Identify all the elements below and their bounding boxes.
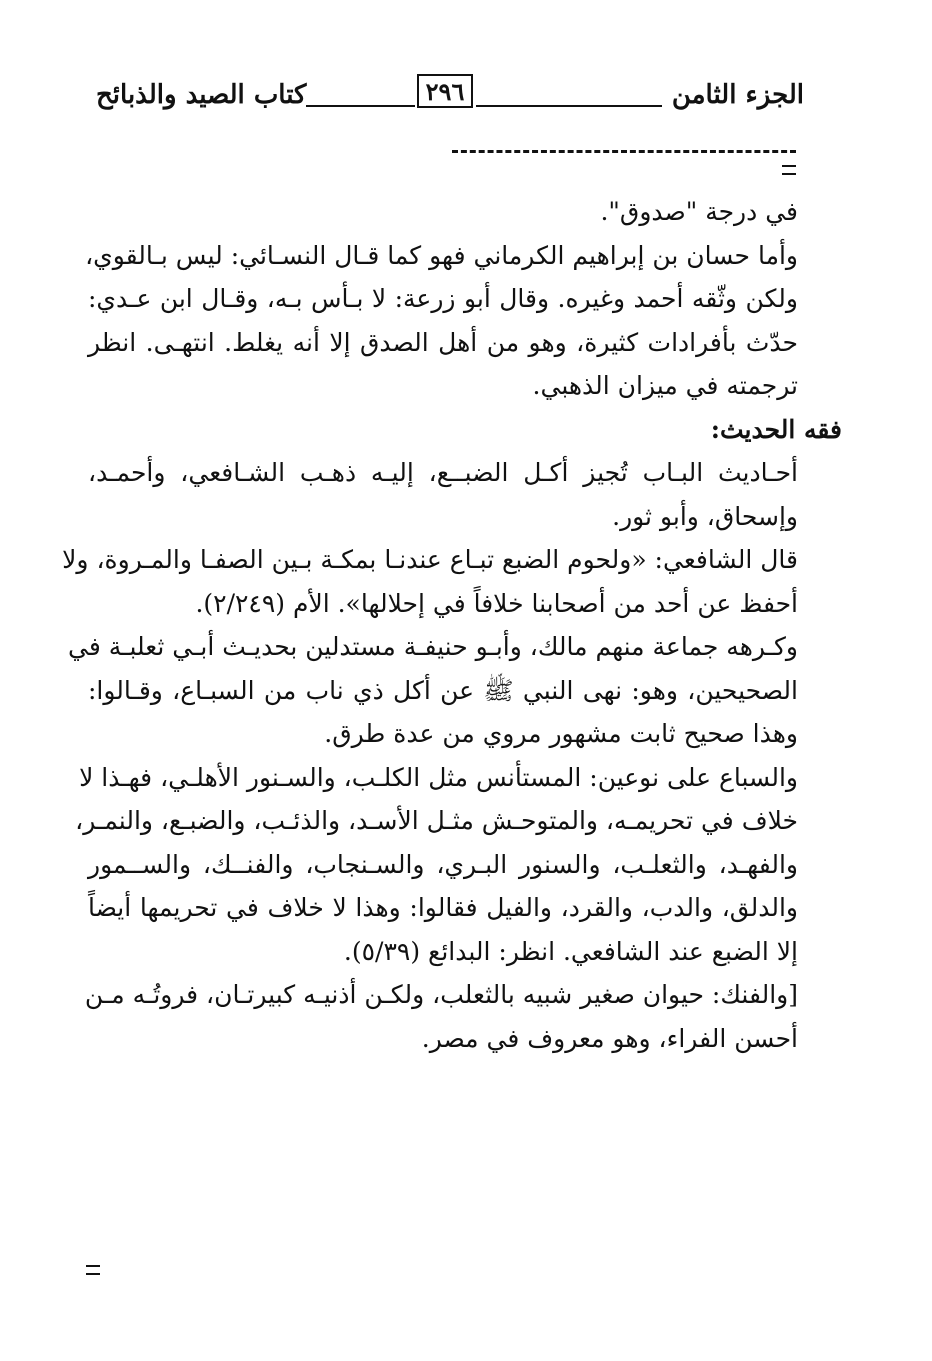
body-line: ولكن وثّقه أحمد وغيره. وقال أبو زرعة: لا بـأس بـه، وقـال ابن عـدي: <box>88 284 798 313</box>
section-heading: فقه الحديث: <box>710 414 842 444</box>
header-dashed-divider <box>452 150 796 153</box>
body-line: والسباع على نوعين: المستأنس مثل الكلـب، والسـنور الأهلـي، فهـذا لا <box>79 762 798 792</box>
body-line: وكـرهه جماعة منهم مالك، وأبـو حنيفـة مستدلين بحديـث أبـي ثعلبـة في <box>67 632 798 661</box>
body-line: وأما حسان بن إبراهيم الكرماني فهو كما قـال النسـائي: ليس بـالقوي، <box>85 240 798 270</box>
body-line: [والفنك: حيوان صغير شبيه بالثعلب، ولكـن أذنيـه كبيرتـان، فروتُـه مـن <box>84 980 798 1009</box>
body-line: والدلق، والدب، والقرد، والفيل فقالوا: وهذا لا خلاف في تحريمها أيضاً <box>88 893 798 922</box>
body-line: والفهـد، والثعلـب، والسنور البـري، والسـنجاب، والفنــك، والســمور <box>88 849 798 879</box>
top-equals-mark <box>782 165 796 175</box>
body-line: أحفظ عن أحد من أصحابنا خلافاً في إحلالها». الأم (٢/٢٤٩). <box>195 588 798 618</box>
body-line: وإسحاق، وأبو ثور. <box>612 501 798 531</box>
page-header <box>96 72 804 122</box>
page-body <box>62 190 842 1060</box>
bottom-equals-mark <box>86 1265 100 1275</box>
body-line: حدّث بأفرادات كثيرة، وهو من أهل الصدق إلا أنه يغلط. انتهـى. انظر <box>88 327 798 357</box>
body-line: ترجمته في ميزان الذهبي. <box>532 371 798 400</box>
body-line: أحـاديث البـاب تُجيز أكـل الضبــع، إليـه ذهـب الشـافعي، وأحمـد، <box>88 458 798 487</box>
header-rule-right <box>476 105 662 107</box>
header-rule-left <box>306 105 415 107</box>
body-line: قال الشافعي: «ولحوم الضبع تبـاع عندنـا بمكـة بـين الصفـا والمـروة، ولا <box>62 545 798 574</box>
body-line: الصحيحين، وهو: نهى النبي ﷺ عن أكل ذي ناب من السبـاع، وقـالوا: <box>88 675 798 705</box>
body-line: وهذا صحيح ثابت مشهور مروي من عدة طرق. <box>324 719 798 748</box>
body-line: أحسن الفراء، وهو معروف في مصر. <box>421 1023 798 1053</box>
book-title: كتاب الصيد والذبائح <box>96 80 307 110</box>
body-line: خلاف في تحريمـه، والمتوحـش مثـل الأسـد، والذئـب، والضبـع، والنمـر، <box>75 806 798 835</box>
volume-title: الجزء الثامن <box>671 80 804 110</box>
page-number: ٢٩٦ <box>417 74 473 108</box>
body-line: في درجة "صدوق". <box>600 197 798 226</box>
body-line: إلا الضبع عند الشافعي. انظر: البدائع (٥/٣٩). <box>343 936 798 966</box>
